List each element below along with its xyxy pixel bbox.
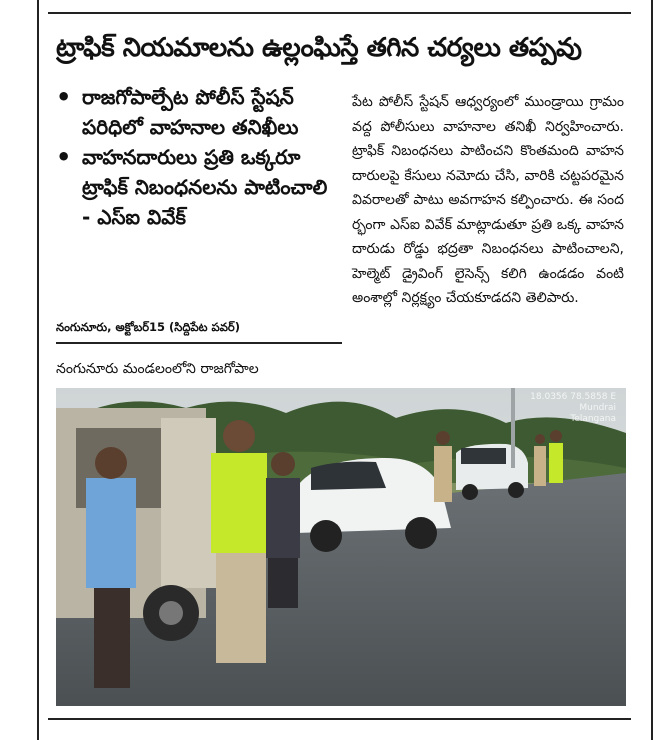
- bottom-rule: [48, 718, 631, 720]
- photo-watermark: [530, 392, 616, 425]
- top-rule: [48, 12, 631, 14]
- highlight-text: రాజగోపాల్పేట పోలీస్ స్టేషన్ పరిధిలో వాహనాల తనిఖీలు: [82, 85, 299, 139]
- highlight-item: [52, 82, 342, 142]
- highlight-item: [52, 142, 342, 232]
- article-body: పేట పోలీస్ స్టేషన్ ఆధ్వర్యంలో ముండ్రాయి గ్రామం వద్ద పోలీసులు వాహనాల తనిఖీ నిర్వహించారు. ట్రాఫిక్ నిబంధనలు పాటించని కొంతమంది వాహనదారులపై కేసులు నమోదు చేసి, వారికి చట్టపరమైన వివరాలతో పాటు అవగాహన కల్పించారు. ఈ సందర్భంగా ఎస్ఐ వివేక్ మాట్లాడుతూ ప్రతి ఒక్క వాహనదారుడు రోడ్డు భద్రతా నిబంధనలు పాటించాలని, హెల్మెట్ డ్రైవింగ్ లైసెన్స్ కలిగి ఉండడం వంటి అంశాల్లో నిర్లక్ష్యం చేయకూడదని తెలిపారు.: [352, 94, 624, 306]
- dateline-rule: [56, 342, 342, 344]
- right-column-rule: [651, 0, 653, 740]
- bullet-icon: •: [56, 83, 72, 111]
- article-headline: ట్రాఫిక్ నియమాలను ఉల్లంఘిస్తే తగిన చర్యలు తప్పవు: [56, 33, 582, 63]
- watermark-coords: 18.0356 78.5858 E: [530, 392, 616, 402]
- left-column-rule: [37, 0, 39, 740]
- article-lead: నంగునూరు మండలంలోని రాజగోపాల: [56, 361, 259, 377]
- watermark-state: Telangana: [570, 414, 616, 424]
- watermark-village: Mundrai: [579, 403, 616, 413]
- photo-illustration: [56, 388, 626, 706]
- news-photo: [56, 388, 626, 706]
- dateline: నంగునూరు, అక్టోబర్15 (సిద్దిపేట పవర్): [56, 320, 240, 334]
- bullet-icon: •: [56, 143, 72, 171]
- highlight-text: వాహనదారులు ప్రతి ఒక్కరూ ట్రాఫిక్ నిబంధనలను పాటించాలి - ఎస్ఐ వివేక్: [82, 145, 328, 229]
- highlights-list: [52, 82, 342, 232]
